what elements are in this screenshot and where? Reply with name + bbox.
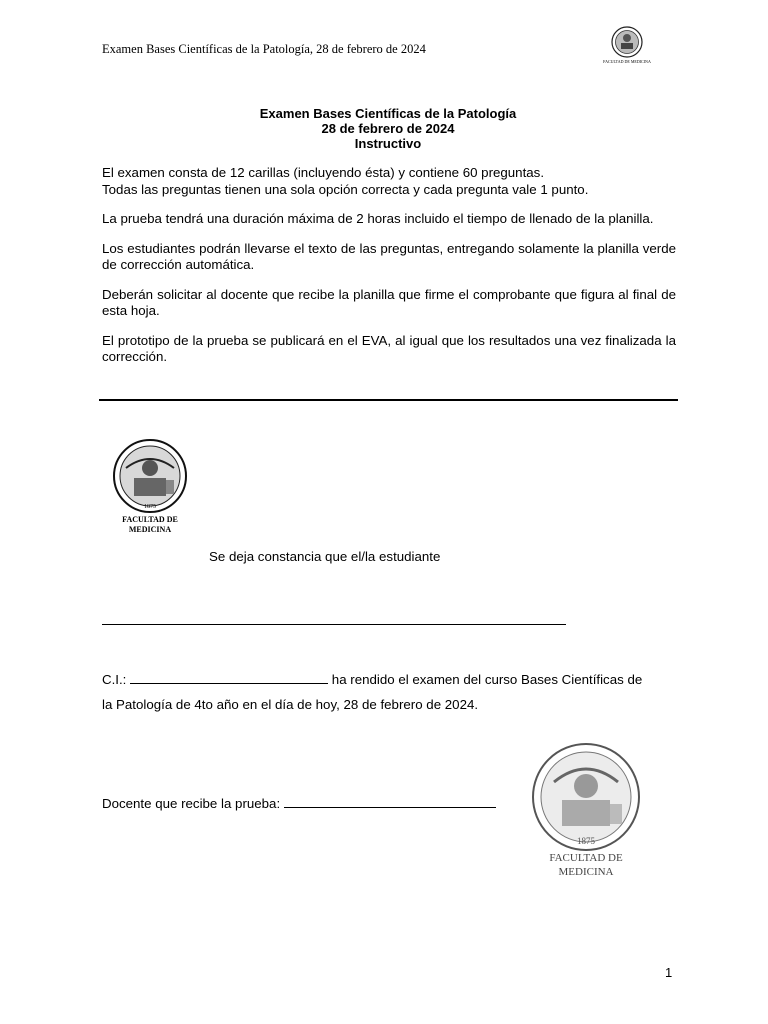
docente-label: Docente que recibe la prueba: — [102, 796, 281, 811]
student-name-line — [102, 612, 566, 628]
header-logo-text: FACULTAD DE MEDICINA — [603, 59, 651, 64]
svg-text:MEDICINA: MEDICINA — [558, 866, 614, 878]
faculty-seal-large-icon — [524, 742, 644, 882]
instruction-paragraph-4: Deberán solicitar al docente que recibe la planilla que firme el comprobante que figura al final de esta hoja. — [102, 286, 676, 318]
instructivo-heading: Instructivo — [354, 136, 422, 151]
exam-title: Examen Bases Científicas de la Patología — [259, 106, 517, 121]
docente-line — [102, 795, 496, 811]
docente-signature-blank — [284, 795, 496, 808]
constancia-text: Se deja constancia que el/la estudiante — [209, 549, 441, 564]
svg-text:1875: 1875 — [144, 504, 156, 510]
page-number: 1 — [665, 965, 673, 980]
ci-blank — [130, 671, 328, 684]
exam-date: 28 de febrero de 2024 — [321, 121, 455, 136]
svg-text:FACULTAD DE: FACULTAD DE — [549, 852, 623, 864]
closing-text: la Patología de 4to año en el día de hoy, 28 de febrero de 2024. — [102, 697, 479, 712]
ci-label: C.I.: — [102, 672, 127, 687]
section-divider — [99, 399, 678, 401]
instruction-paragraph-1: El examen consta de 12 carillas (incluyendo ésta) y contiene 60 preguntas. Todas las preguntas tienen una sola opción correcta y cada pregunta vale 1 punto. — [102, 165, 589, 197]
title-block — [100, 106, 676, 151]
instructions — [102, 165, 676, 379]
instruction-paragraph-5: El prototipo de la prueba se publicará en el EVA, al igual que los resultados una vez finalizada la corrección. — [102, 332, 676, 364]
ci-continuation: ha rendido el examen del curso Bases Científicas de — [331, 672, 643, 687]
running-header: Examen Bases Científicas de la Patología, 28 de febrero de 2024 — [102, 42, 426, 56]
faculty-seal-icon — [603, 26, 651, 72]
ci-line — [102, 671, 642, 687]
faculty-seal-small-icon — [106, 438, 196, 536]
svg-text:MEDICINA: MEDICINA — [128, 525, 172, 534]
svg-text:FACULTAD DE: FACULTAD DE — [122, 515, 178, 524]
instruction-paragraph-2: La prueba tendrá una duración máxima de 2 horas incluido el tiempo de llenado de la planilla. — [102, 211, 654, 226]
svg-text:1875: 1875 — [577, 836, 595, 846]
instruction-paragraph-3: Los estudiantes podrán llevarse el texto de las preguntas, entregando solamente la planilla verde de corrección automática. — [102, 240, 676, 272]
